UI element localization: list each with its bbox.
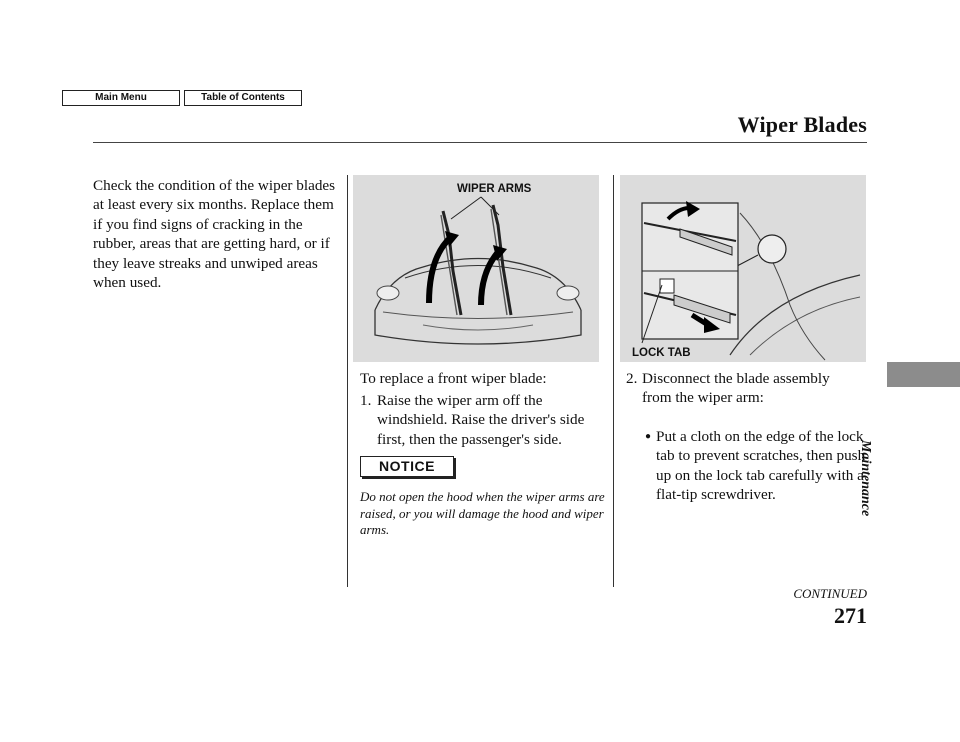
notice-badge: NOTICE <box>360 456 454 477</box>
lock-tab-illustration <box>620 175 866 362</box>
page-title: Wiper Blades <box>737 112 867 137</box>
section-tab <box>887 362 960 387</box>
intro-paragraph: Check the condition of the wiper blades at least every six months. Replace them if you find signs of cracking in the rubber, areas that are getting hard, or if they leave streaks and unwiped areas when used. <box>93 177 336 292</box>
page-number: 271 <box>834 603 867 628</box>
step2-number: 2. <box>626 370 638 387</box>
column-divider-left <box>347 175 348 587</box>
replace-heading: To replace a front wiper blade: <box>360 370 547 387</box>
step-number: 1. <box>360 392 372 409</box>
bullet-dot: ● <box>645 431 652 442</box>
lock-tab-label: LOCK TAB <box>632 347 691 359</box>
table-of-contents-button[interactable]: Table of Contents <box>184 90 302 106</box>
step1-text: Raise the wiper arm off the windshield. Raise the driver's side first, then the passenger's side. <box>377 392 585 448</box>
main-menu-button[interactable]: Main Menu <box>62 90 180 106</box>
step2-text: Disconnect the blade assembly from the wiper arm: <box>642 370 830 407</box>
section-side-label: Maintenance <box>858 440 873 517</box>
bullet-text: Put a cloth on the edge of the lock tab to prevent scratches, then push up on the lock tab carefully with a flat-tip screwdriver. <box>656 428 866 504</box>
wiper-arms-illustration <box>353 175 599 362</box>
column-divider-right <box>613 175 614 587</box>
continued-label: CONTINUED <box>793 586 867 601</box>
title-divider <box>93 142 867 143</box>
notice-text: Do not open the hood when the wiper arms are raised, or you will damage the hood and wiper arms. <box>360 489 605 537</box>
wiper-arms-label: WIPER ARMS <box>457 183 532 195</box>
